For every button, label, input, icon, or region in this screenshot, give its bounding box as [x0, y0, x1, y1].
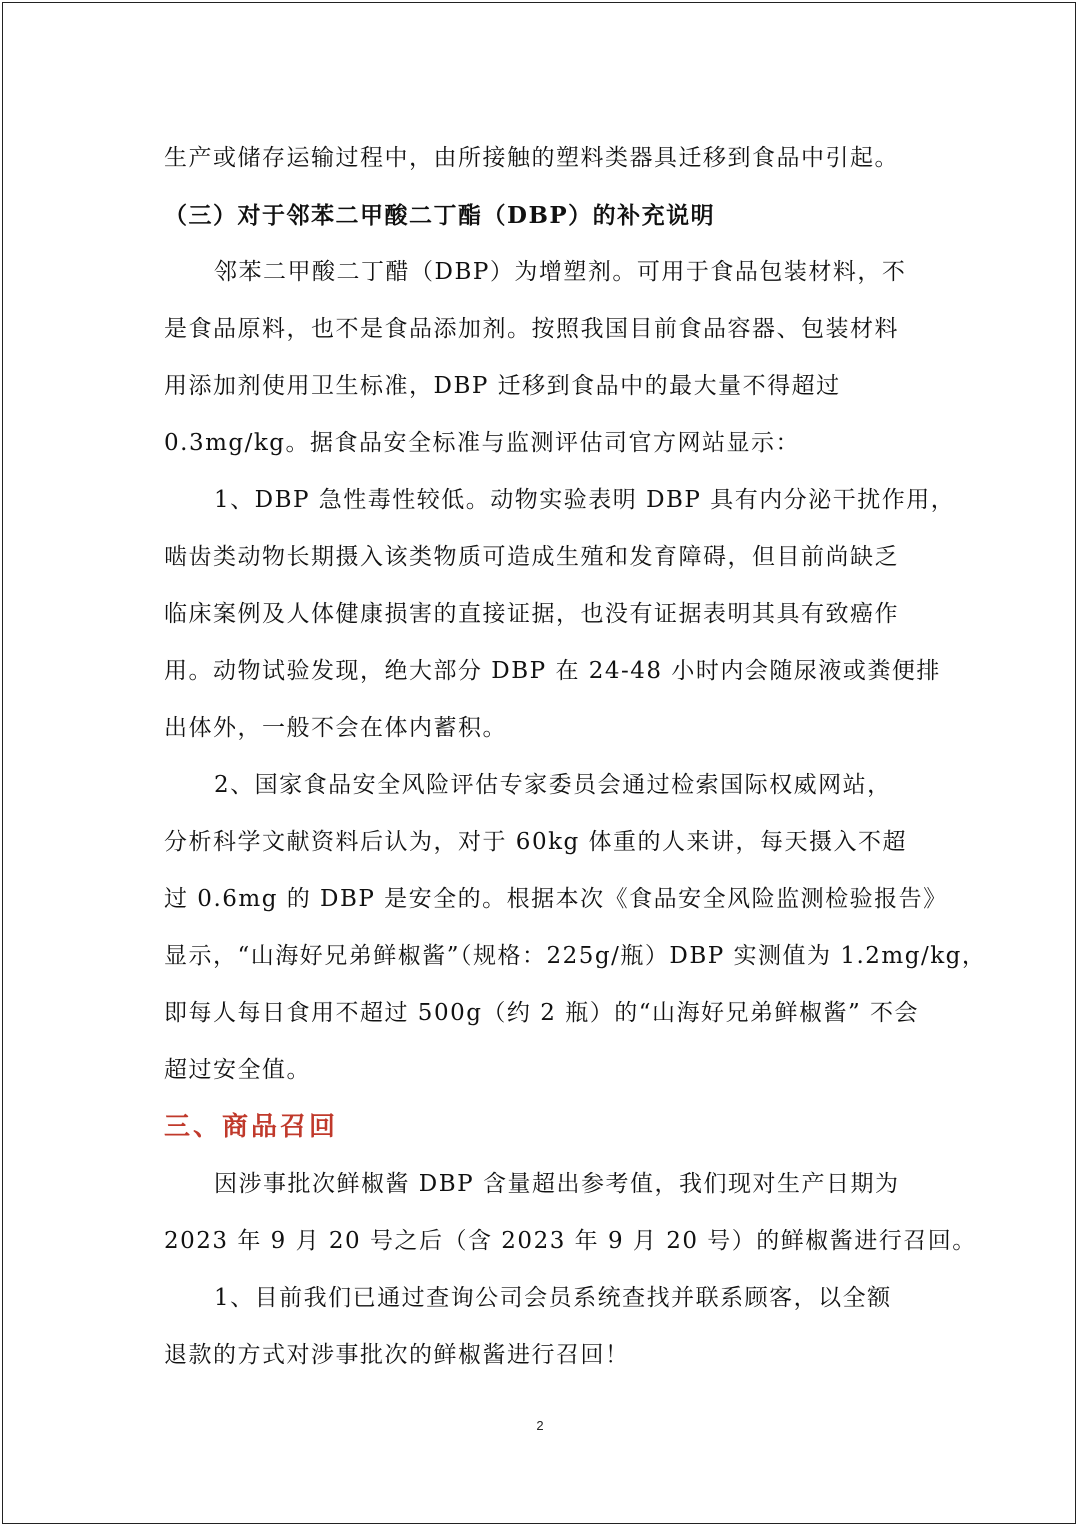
paragraph-line: 2023 年 9 月 20 号之后（含 2023 年 9 月 20 号）的鲜椒酱进行召回。	[164, 1228, 977, 1254]
body-line: 生产或储存运输过程中，由所接触的塑料类器具迁移到食品中引起。	[164, 145, 899, 171]
page-number: 2	[536, 1418, 544, 1433]
list-item-line: 用。动物试验发现，绝大部分 DBP 在 24-48 小时内会随尿液或粪便排	[164, 658, 941, 684]
paragraph-line: 0.3mg/kg。据食品安全标准与监测评估司官方网站显示：	[164, 430, 801, 456]
paragraph-line: 用添加剂使用卫生标准，DBP 迁移到食品中的最大量不得超过	[164, 373, 841, 399]
list-item-line: 出体外，一般不会在体内蓄积。	[164, 715, 507, 741]
paragraph-line: 是食品原料，也不是食品添加剂。按照我国目前食品容器、包装材料	[164, 316, 899, 342]
paragraph-line: 邻苯二甲酸二丁醋（DBP）为增塑剂。可用于食品包装材料，不	[214, 259, 907, 285]
subheading-dbp-note: （三）对于邻苯二甲酸二丁酯（DBP）的补充说明	[164, 202, 716, 229]
list-item-line: 显示，“山海好兄弟鲜椒酱”（规格：225g/瓶）DBP 实测值为 1.2mg/kg，	[164, 943, 987, 969]
list-item-line: 过 0.6mg 的 DBP 是安全的。根据本次《食品安全风险监测检验报告》	[164, 886, 948, 912]
list-item-line: 临床案例及人体健康损害的直接证据，也没有证据表明其具有致癌作	[164, 601, 899, 627]
document-body	[164, 130, 987, 1384]
list-item-line: 退款的方式对涉事批次的鲜椒酱进行召回！	[164, 1342, 630, 1368]
list-item-line: 啮齿类动物长期摄入该类物质可造成生殖和发育障碍，但目前尚缺乏	[164, 544, 899, 570]
paragraph-line: 因涉事批次鲜椒酱 DBP 含量超出参考值，我们现对生产日期为	[214, 1171, 900, 1197]
list-item-line: 1、目前我们已通过查询公司会员系统查找并联系顾客，以全额	[214, 1285, 892, 1311]
section-heading-recall: 三、商品召回	[164, 1112, 339, 1142]
list-item-line: 超过安全值。	[164, 1057, 311, 1083]
list-item-line: 分析科学文献资料后认为，对于 60kg 体重的人来讲，每天摄入不超	[164, 829, 908, 855]
list-item-line: 2、国家食品安全风险评估专家委员会通过检索国际权威网站，	[214, 772, 892, 798]
list-item-line: 即每人每日食用不超过 500g（约 2 瓶）的“山海好兄弟鲜椒酱” 不会	[164, 1000, 920, 1026]
list-item-line: 1、DBP 急性毒性较低。动物实验表明 DBP 具有内分泌干扰作用，	[214, 487, 956, 513]
